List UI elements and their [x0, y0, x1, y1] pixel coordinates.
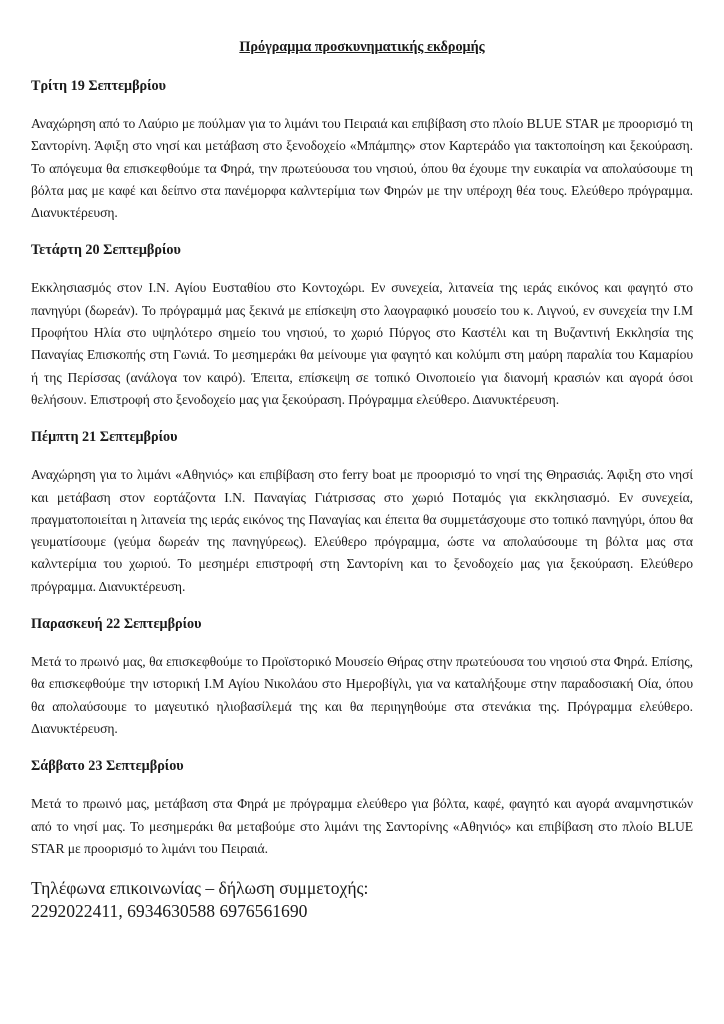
- day-text: Εκκλησιασμός στον Ι.Ν. Αγίου Ευσταθίου στο Κοντοχώρι. Εν συνεχεία, λιτανεία της ιεράς εικόνος και φαγητό στο πανηγύρι (δωρεάν). Το πρόγραμμά μας ξεκινά με επίσκεψη στο λαογραφικό μουσείο του κ. Λιγνού, εν συνεχεία την Ι.Μ Προφήτου Ηλία στο υψηλότερο σημείο του νησιού, το χωριό Πύργος στο Καστέλι και τη Βυζαντινή Εκκλησία της Παναγίας Επισκοπής στη Γωνιά. Το μεσημεράκι θα μείνουμε για φαγητό και κολύμπι στη μαύρη παραλία του Καμαρίου ή της Περίσσας (ανάλογα τον καιρό). Έπειτα, επίσκεψη σε τοπικό Οινοποιείο για διανομή κρασιών και αγορά όσοι θελήσουν. Επιστροφή στο ξενοδοχείο μας για ξεκούραση. Πρόγραμμα ελεύθερο. Διανυκτέρευση.: [31, 280, 693, 407]
- contact-phones: 2292022411, 6934630588 6976561690: [31, 901, 308, 922]
- day-text: Αναχώρηση από το Λαύριο με πούλμαν για το λιμάνι του Πειραιά και επιβίβαση στο πλοίο BLUE STAR με προορισμό τη Σαντορίνη. Άφιξη στο νησί και μετάβαση στο ξενοδοχείο «Μπάμπης» στον Καρτεράδο για τακτοποίηση και ξεκούραση. Το απόγευμα θα επισκεφθούμε τα Φηρά, την πρωτεύουσα του νησιού, όπου θα έχουμε την ευκαιρία να απολαύσουμε τη βόλτα μας με καφέ και δείπνο στα πανέμορφα καλντερίμια των Φηρών με την υπέροχη θέα τους. Ελεύθερο πρόγραμμα. Διανυκτέρευση.: [31, 116, 693, 221]
- document-title: Πρόγραμμα προσκυνηματικής εκδρομής: [239, 39, 485, 55]
- day-heading: Παρασκευή 22 Σεπτεμβρίου: [31, 616, 202, 633]
- day-section-saturday: [31, 757, 693, 860]
- document-page: [31, 38, 693, 923]
- day-section-tuesday: [31, 77, 693, 224]
- day-text: Μετά το πρωινό μας, μετάβαση στα Φηρά με πρόγραμμα ελεύθερο για βόλτα, καφέ, φαγητό και αγορά αναμνηστικών από το νησί μας. Το μεσημεράκι θα μεταβούμε στο λιμάνι της Σαντορίνης «Αθηνιός» και επιβίβαση στο πλοίο BLUE STAR με προορισμό το λιμάνι του Πειραιά.: [31, 796, 693, 856]
- contact-block: [31, 877, 693, 923]
- day-text: Μετά το πρωινό μας, θα επισκεφθούμε το Προϊστορικό Μουσείο Θήρας στην πρωτεύουσα του νησιού στα Φηρά. Επίσης, θα επισκεφθούμε την ιστορική Ι.Μ Αγίου Νικολάου στο Ημεροβίγλι, για να καταλήξουμε στην παραδοσιακή Οία, όπου θα απολαύσουμε το μαγευτικό ηλιοβασίλεμά της και θα περιηγηθούμε στα στενάκια της. Πρόγραμμα ελεύθερο. Διανυκτέρευση.: [31, 654, 693, 736]
- day-text: Αναχώρηση για το λιμάνι «Αθηνιός» και επιβίβαση στο ferry boat με προορισμό το νησί της Θηρασιάς. Άφιξη στο νησί και μετάβαση στον εορτάζοντα Ι.Ν. Παναγίας Γιάτρισσας στο χωριό Ποταμός για εκκλησιασμό. Εν συνεχεία, πραγματοποιείται η λιτανεία της ιεράς εικόνος της Παναγίας και έπειτα θα συμμετάσχουμε στο τοπικό πανηγύρι, όπου θα γευματίσουμε (γεύμα δωρεάν της πανηγύρεως). Ελεύθερο πρόγραμμα, ώστε να απολαύσουμε τη βόλτα μας στα καλντερίμια του χωριού. Το μεσημέρι επιστροφή στη Σαντορίνη και το ξενοδοχείο μας για ξεκούραση. Ελεύθερο πρόγραμμα. Διανυκτέρευση.: [31, 467, 693, 594]
- day-heading: Πέμπτη 21 Σεπτεμβρίου: [31, 429, 178, 446]
- day-section-wednesday: [31, 241, 693, 411]
- contact-title: Τηλέφωνα επικοινωνίας – δήλωση συμμετοχής:: [31, 878, 369, 899]
- day-heading: Τρίτη 19 Σεπτεμβρίου: [31, 78, 167, 94]
- day-heading: Σάββατο 23 Σεπτεμβρίου: [31, 758, 184, 775]
- day-section-friday: [31, 615, 693, 740]
- day-section-thursday: [31, 428, 693, 598]
- day-heading: Τετάρτη 20 Σεπτεμβρίου: [31, 242, 181, 259]
